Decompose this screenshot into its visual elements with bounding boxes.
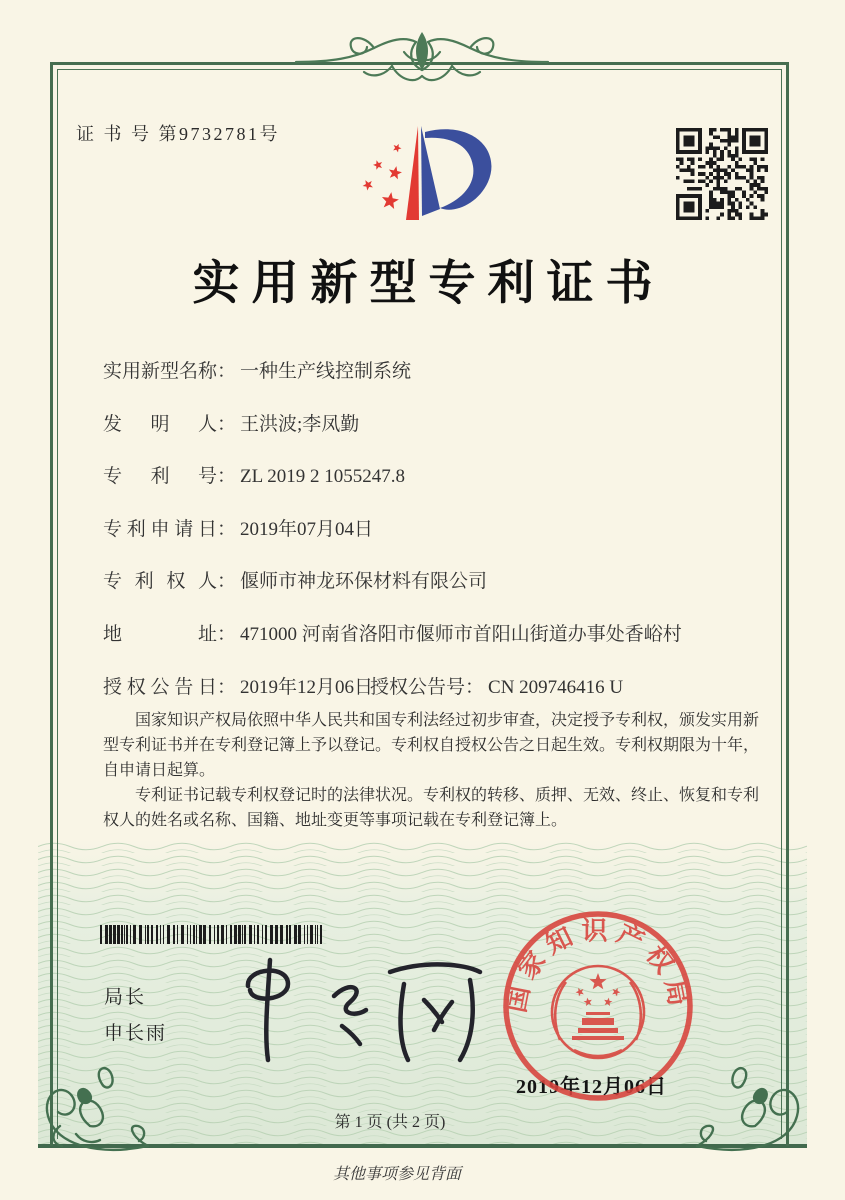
field-label: 实用新型名称: [103, 361, 218, 382]
field-label: 发明人: [103, 414, 217, 435]
field-label: 地址: [103, 624, 217, 645]
field-value: 一种生产线控制系统: [240, 361, 412, 382]
page-indicator: 第 1 页 (共 2 页): [334, 1114, 446, 1131]
signature: [218, 938, 488, 1073]
field-row-patent-no: 专利号： ZL 2019 2 1055247.8: [103, 461, 783, 488]
field-value: 2019年07月04日: [240, 519, 374, 540]
certificate-number: 证 书 号 第9732781号: [76, 124, 280, 144]
certificate-title: 实用新型专利证书: [192, 258, 665, 310]
field-row-patentee: 专利权人： 偃师市神龙环保材料有限公司: [103, 566, 783, 593]
body-paragraph-1: 国家知识产权局依照中华人民共和国专利法经过初步审查，决定授予专利权，颁发实用新型专利证书并在专利登记簿上予以登记。专利权自授权公告之日起生效。专利权期限为十年，自申请日起算。: [103, 712, 760, 779]
field-row-filing-date: 专利申请日： 2019年07月04日: [103, 514, 783, 541]
field-value: 2019年12月06日: [240, 677, 374, 698]
seal-date: 2019年12月06日: [516, 1076, 667, 1098]
field-label: 专利号: [103, 466, 217, 487]
field-row-name: 实用新型名称： 一种生产线控制系统: [103, 356, 783, 383]
field-label: 授权公告日: [103, 677, 217, 698]
seal-emblem-gate: [572, 1012, 624, 1040]
field-value: 偃师市神龙环保材料有限公司: [240, 571, 488, 592]
field-label: 授权公告号: [370, 677, 466, 698]
seal-agency-text: 国家知识产权局: [501, 916, 695, 1015]
body-paragraph-2: 专利证书记载专利权登记时的法律状况。专利权的转移、质押、无效、终止、恢复和专利权人的姓名或名称、国籍、地址变更等事项记载在专利登记簿上。: [103, 787, 760, 829]
top-ornament: [292, 26, 552, 106]
grant-number-group: 授权公告号： CN 209746416 U: [370, 677, 624, 698]
field-row-address: 地址： 471000 河南省洛阳市偃师市首阳山街道办事处香峪村: [103, 619, 783, 646]
official-seal: [500, 908, 696, 1104]
cnipa-logo-icon: [352, 116, 502, 230]
field-value: 王洪波;李凤勤: [240, 414, 360, 435]
officer-title: 局长: [104, 987, 147, 1008]
field-row-grant: 授权公告日： 2019年12月06日 授权公告号： CN 209746416 U: [103, 672, 783, 699]
field-label: 专利申请日: [103, 519, 217, 540]
officer-name: 申长雨: [104, 1023, 168, 1044]
field-row-inventors: 发明人： 王洪波;李凤勤: [103, 409, 783, 436]
back-note: 其他事项参见背面: [332, 1166, 461, 1183]
field-value: CN 209746416 U: [488, 677, 624, 698]
field-value: ZL 2019 2 1055247.8: [240, 466, 406, 487]
field-value: 471000 河南省洛阳市偃师市首阳山街道办事处香峪村: [240, 624, 682, 645]
qr-code: [676, 128, 768, 220]
field-label: 专利权人: [103, 571, 217, 592]
